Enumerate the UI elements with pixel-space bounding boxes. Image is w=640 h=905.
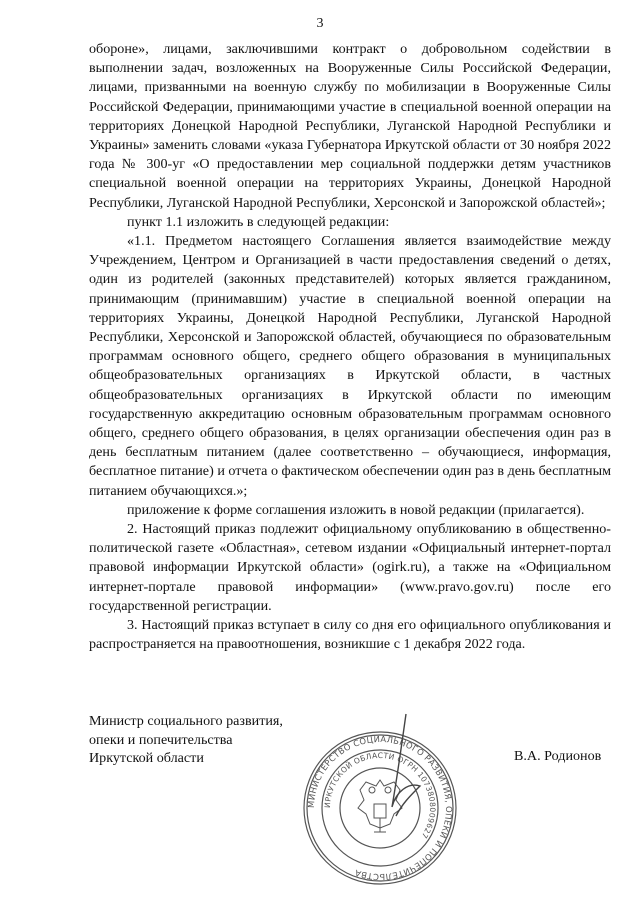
- page-number: 3: [316, 16, 324, 31]
- signatory-position-line-1: Министр социального развития,: [89, 713, 283, 729]
- paragraph-6: 3. Настоящий приказ вступает в силу со дня его официального опубликования и распространяется на правоотношения, возникшие с 1 декабря 2022 года.: [89, 617, 611, 653]
- signatory-name: В.А. Родионов: [514, 748, 602, 764]
- handwritten-signature: [362, 712, 452, 822]
- signatory-position-line-2: опеки и попечительства: [89, 731, 233, 748]
- seal-inner-text: ИРКУТСКОЙ ОБЛАСТИ ОГРН 1073808009627: [322, 750, 438, 841]
- signatory-position: [89, 712, 283, 768]
- paragraph-1: обороне», лицами, заключившими контракт о добровольном содействии в выполнении задач, возложенных на Вооруженные Силы Российской Федерации, лицами, призванными на военную службу по мобилизации в Вооруженные Силы Российской Федерации, принимающими участие в специальной военной операции на территориях Донецкой Народной Республики, Луганской Народной Республики и Украины» заменить словами «указа Губернатора Иркутской области от 30 ноября 2022 года № 300-уг «О предоставлении мер социальной поддержки детям участников специальной военной операции на территориях Украины, Донецкой Народной Республики, Луганской Народной Республики, Херсонской и Запорожской областей»;: [89, 41, 611, 211]
- signatory-position-line-3: Иркутской области: [89, 750, 204, 766]
- seal-outer-text: МИНИСТЕРСТВО СОЦИАЛЬНОГО РАЗВИТИЯ, ОПЕКИ И ПОПЕЧИТЕЛЬСТВА: [305, 733, 455, 883]
- paragraph-4: приложение к форме соглашения изложить в новой редакции (прилагается).: [127, 501, 585, 518]
- paragraph-2: пункт 1.1 изложить в следующей редакции:: [127, 213, 390, 230]
- document-body: [89, 40, 611, 655]
- paragraph-5: 2. Настоящий приказ подлежит официальному опубликованию в общественно-политической газете «Областная», сетевом издании «Официальный интернет-портал правовой информации Иркутской области» (ogirk.ru), а также на «Официальном интернет-портале правовой информации» (www.pravo.gov.ru) после его государственной регистрации.: [89, 521, 611, 614]
- paragraph-3: «1.1. Предметом настоящего Соглашения является взаимодействие между Учреждением, Центром и Организацией в части предоставления сведений о детях, один из родителей (законных представителей) которых является гражданином, принимающим (принимавшим) участие в специальной военной операции на территориях Украины, Донецкой Народной Республики, Луганской Народной Республики, Херсонской и Запорожской областей, обучающиеся по образовательным программам основного общего, среднего общего образования в муниципальных общеобразовательных организациях в Иркутской области, в частных общеобразовательных организациях в Иркутской области по имеющим государственную аккредитацию основным образовательным программам основного общего, среднего общего образования, в целях организации обеспечения один раз в день бесплатным питанием (далее соответственно – обучающиеся, информация, бесплатное питание) и отчета о фактическом обеспечении один раз в день бесплатным питанием обучающихся.»;: [89, 233, 611, 499]
